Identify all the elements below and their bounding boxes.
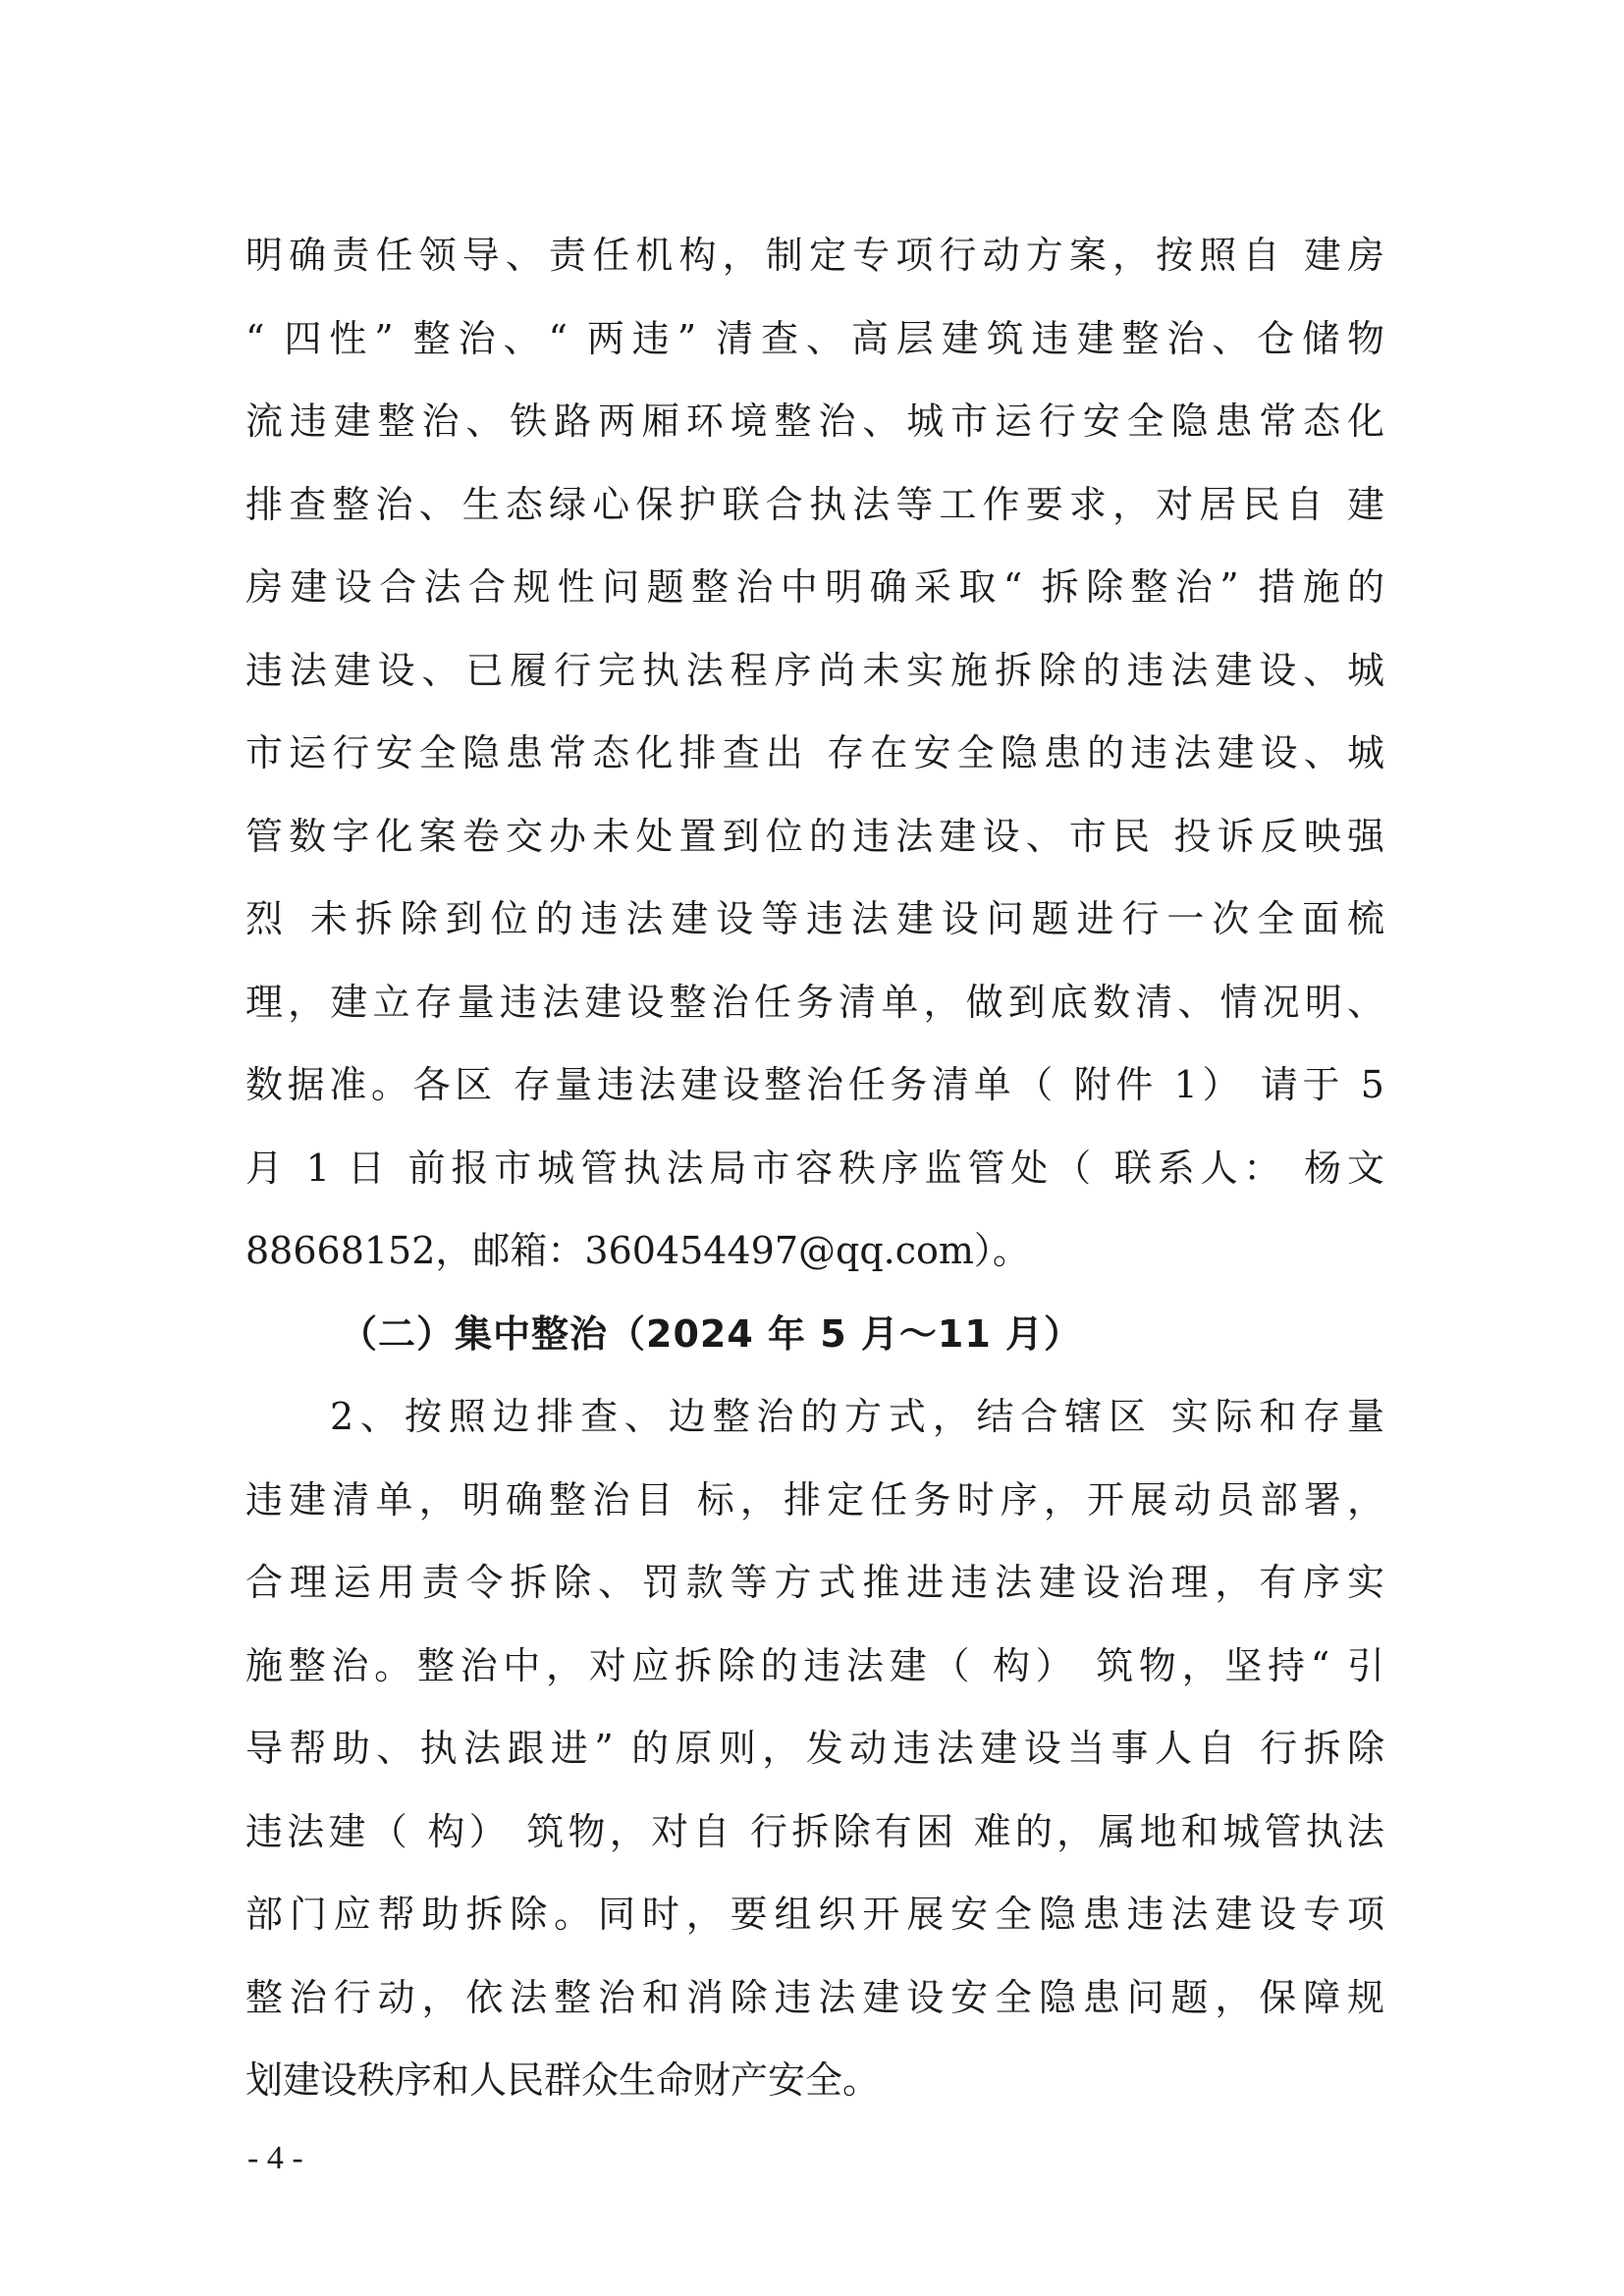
paragraph-2-line-6: 违法建（ 构） 筑物，对自 行拆除有困 难的，属地和城管执法 <box>245 1809 1384 1853</box>
paragraph-2-line-9: 划建设秩序和人民群众生命财产安全。 <box>245 2058 881 2102</box>
paragraph-1-line-5: 房建设合法合规性问题整治中明确采取“ 拆除整治” 措施的 <box>245 565 1384 609</box>
paragraph-1-line-6: 违法建设、已履行完执法程序尚未实施拆除的违法建设、城 <box>245 648 1384 692</box>
paragraph-1-line-11: 数据准。各区 存量违法建设整治任务清单（ 附件 1） 请于 5 <box>245 1063 1384 1106</box>
paragraph-2-line-2: 违建清单，明确整治目 标，排定任务时序，开展动员部署， <box>245 1477 1384 1522</box>
paragraph-1-line-1: 明确责任领导、责任机构，制定专项行动方案，按照自 建房 <box>245 234 1384 277</box>
paragraph-1-line-10: 理，建立存量违法建设整治任务清单，做到底数清、情况明、 <box>245 980 1384 1024</box>
paragraph-2-line-4: 施整治。整治中，对应拆除的违法建（ 构） 筑物，坚持“ 引 <box>245 1643 1384 1687</box>
paragraph-1-line-4: 排查整治、生态绿心保护联合执法等工作要求，对居民自 建 <box>245 482 1384 526</box>
paragraph-2-line-5: 导帮助、执法跟进” 的原则，发动违法建设当事人自 行拆除 <box>245 1727 1384 1770</box>
paragraph-2-line-7: 部门应帮助拆除。同时，要组织开展安全隐患违法建设专项 <box>245 1893 1384 1936</box>
paragraph-2-line-3: 合理运用责令拆除、罚款等方式推进违法建设治理，有序实 <box>245 1561 1384 1604</box>
paragraph-1-line-13: 88668152，邮箱：360454497@qq.com）。 <box>245 1229 1030 1272</box>
paragraph-1-line-9: 烈 未拆除到位的违法建设等违法建设问题进行一次全面梳 <box>245 897 1384 940</box>
document-body <box>245 214 1384 2122</box>
paragraph-1-line-8: 管数字化案卷交办未处置到位的违法建设、市民 投诉反映强 <box>245 814 1384 858</box>
section-heading: （二）集中整治（2024 年 5 月～11 月） <box>340 1311 1083 1356</box>
paragraph-1-line-12: 月 1 日 前报市城管执法局市容秩序监管处（ 联系人： 杨文 <box>245 1146 1384 1190</box>
paragraph-2-line-8: 整治行动，依法整治和消除违法建设安全隐患问题，保障规 <box>245 1975 1384 2019</box>
paragraph-1-line-3: 流违建整治、铁路两厢环境整治、城市运行安全隐患常态化 <box>245 400 1384 443</box>
paragraph-1-line-7: 市运行安全隐患常态化排查出 存在安全隐患的违法建设、城 <box>245 731 1384 774</box>
page-number: - 4 - <box>247 2140 303 2176</box>
paragraph-2-line-1: 2、按照边排查、边整治的方式，结合辖区 实际和存量 <box>330 1395 1384 1438</box>
paragraph-1-line-2: “ 四性” 整治、“ 两违” 清查、高层建筑违建整治、仓储物 <box>245 316 1384 360</box>
